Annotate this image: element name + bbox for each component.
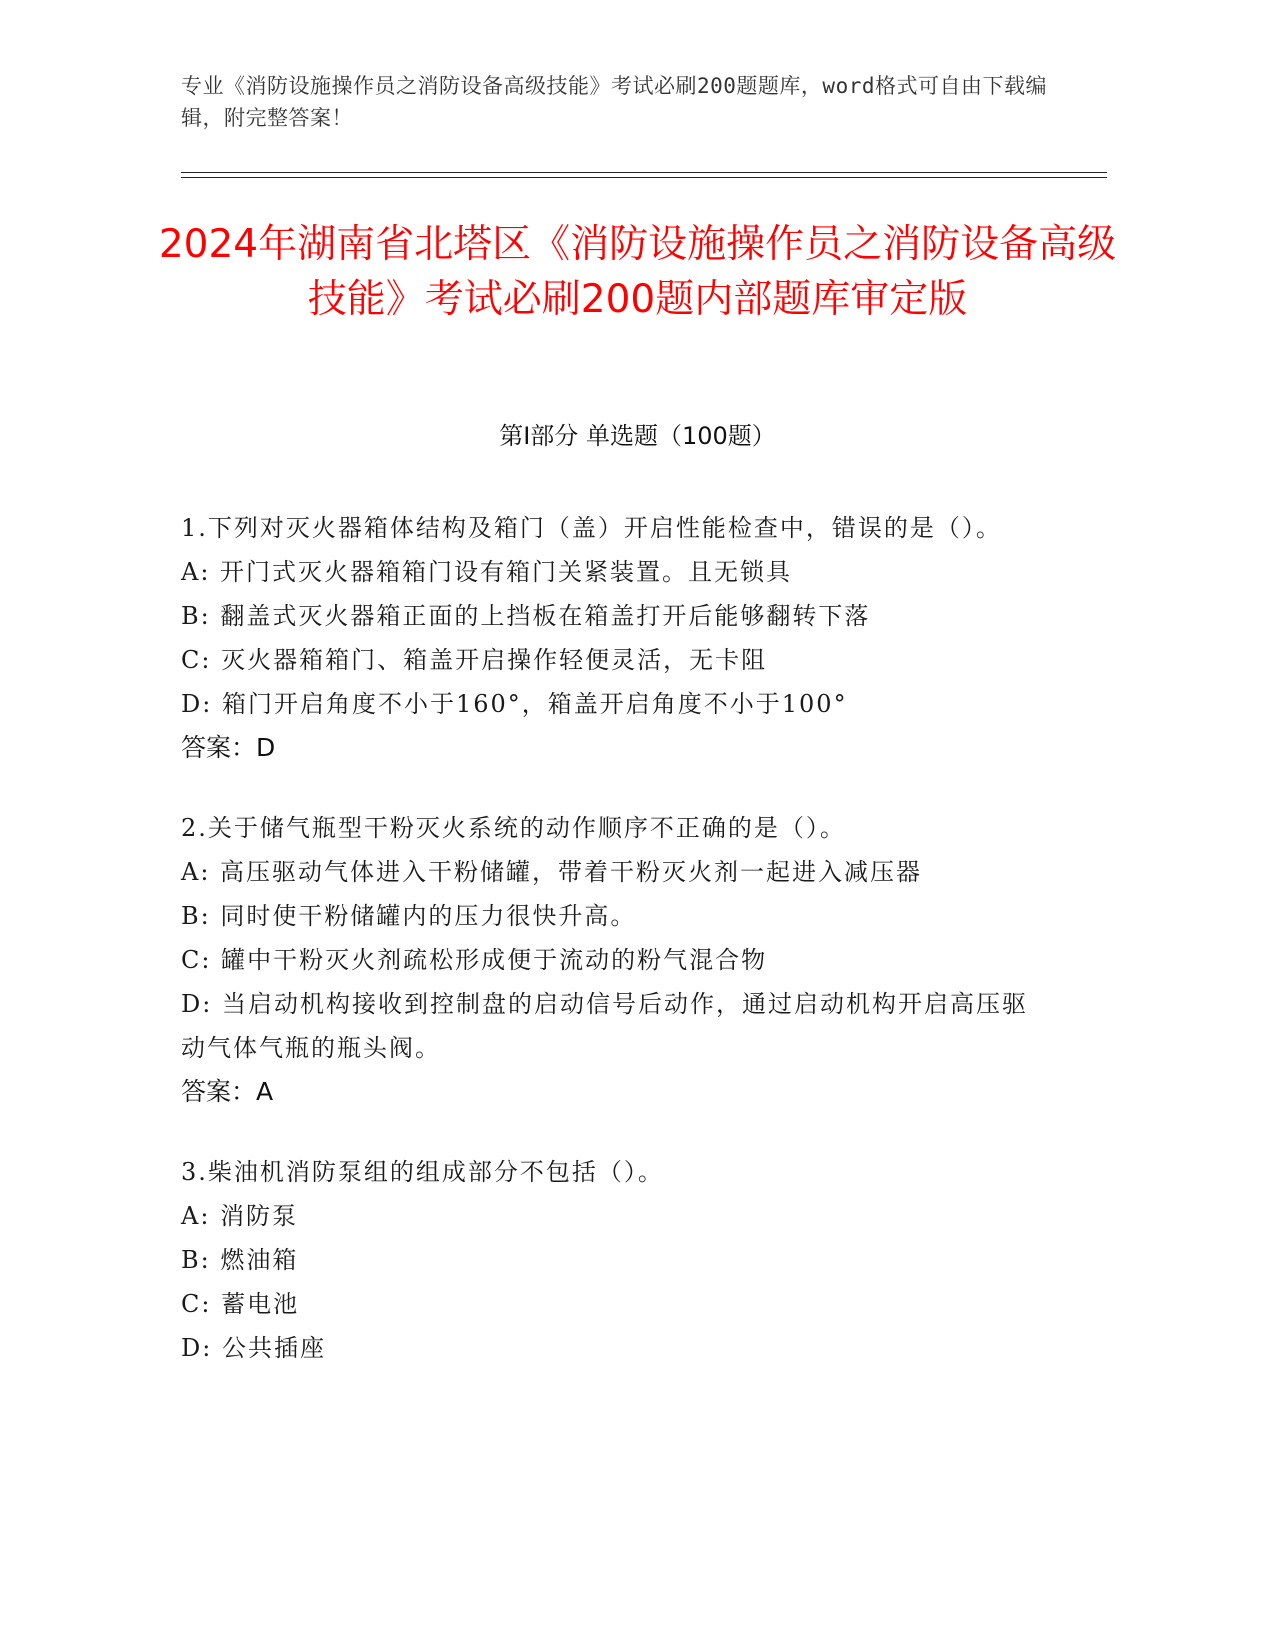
header-divider-bottom: [181, 177, 1107, 178]
option-d: D: 当启动机构接收到控制盘的启动信号后动作，通过启动机构开启高压驱动气体气瓶的瓶头阀。: [181, 990, 1028, 1062]
question-3: [181, 1150, 1051, 1370]
section-title: 第Ⅰ部分 单选题（100题）: [499, 422, 776, 450]
question-stem: 3.柴油机消防泵组的组成部分不包括（）。: [181, 1158, 664, 1186]
answer: 答案：A: [181, 1077, 274, 1106]
option-d: D: 箱门开启角度不小于160°，箱盖开启角度不小于100°: [181, 690, 848, 718]
header-note: 专业《消防设施操作员之消防设备高级技能》考试必刷200题题库，word格式可自由下载编辑，附完整答案！: [181, 74, 1047, 130]
option-c: C: 罐中干粉灭火剂疏松形成便于流动的粉气混合物: [181, 946, 768, 974]
option-b: B: 同时使干粉储罐内的压力很快升高。: [181, 902, 637, 930]
question-list: [181, 506, 1051, 1406]
option-b: B: 燃油箱: [181, 1246, 299, 1274]
option-a: A: 开门式灭火器箱箱门设有箱门关紧装置。且无锁具: [181, 558, 793, 586]
option-d: D: 公共插座: [181, 1334, 326, 1362]
document-title: 2024年湖南省北塔区《消防设施操作员之消防设备高级技能》考试必刷200题内部题库审定版: [158, 222, 1117, 322]
option-a: A: 高压驱动气体进入干粉储罐，带着干粉灭火剂一起进入减压器: [181, 858, 923, 886]
question-stem: 2.关于储气瓶型干粉灭火系统的动作顺序不正确的是（）。: [181, 814, 846, 842]
question-stem: 1.下列对灭火器箱体结构及箱门（盖）开启性能检查中，错误的是（）。: [181, 514, 1002, 542]
option-a: A: 消防泵: [181, 1202, 299, 1230]
option-b: B: 翻盖式灭火器箱正面的上挡板在箱盖打开后能够翻转下落: [181, 602, 871, 630]
question-2: [181, 806, 1051, 1114]
option-c: C: 蓄电池: [181, 1290, 300, 1318]
answer: 答案：D: [181, 733, 276, 762]
header-divider-top: [181, 172, 1107, 173]
question-1: [181, 506, 1051, 770]
option-c: C: 灭火器箱箱门、箱盖开启操作轻便灵活，无卡阻: [181, 646, 768, 674]
